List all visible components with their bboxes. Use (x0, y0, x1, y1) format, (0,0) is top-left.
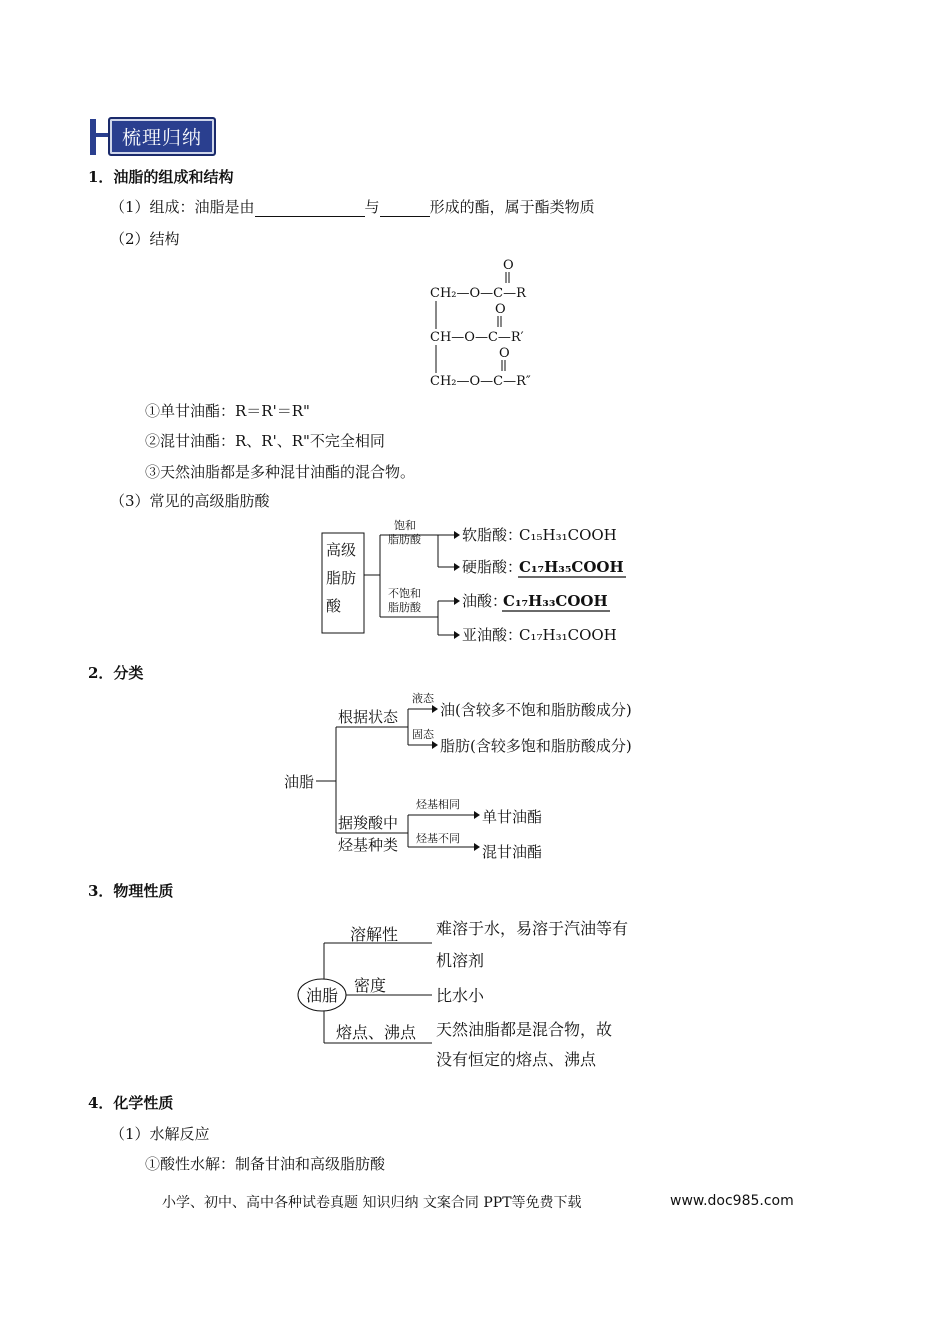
composition-suffix: 形成的酯，属于酯类物质 (429, 198, 595, 216)
mixed-glyceride-result: 混甘油酯 (482, 843, 543, 861)
melting-key: 熔点、沸点 (336, 1023, 417, 1042)
classification-diagram (280, 685, 680, 865)
solubility-key: 溶解性 (350, 925, 399, 944)
stearic-formula: C₁₇H₃₅COOH (519, 558, 624, 576)
liquid-label: 液态 (412, 692, 434, 705)
solubility-value-2: 机溶剂 (436, 951, 485, 970)
stearic-name: 硬脂酸： (462, 558, 523, 576)
section-4-heading: 4．化学性质 (88, 1094, 174, 1112)
section-1-heading: 1．油脂的组成和结构 (88, 168, 234, 186)
banner-title: 梳理归纳 (108, 117, 216, 156)
density-value: 比水小 (436, 986, 485, 1005)
oleic-formula: C₁₇H₃₃COOH (503, 592, 608, 610)
solubility-value-1: 难溶于水，易溶于汽油等有 (436, 919, 629, 938)
unsaturated-label-1: 不饱和 (388, 587, 421, 600)
mixed-glyceride: ②混甘油酯：R、R'、R"不完全相同 (145, 432, 385, 450)
acid-hydrolysis: ①酸性水解：制备甘油和高级脂肪酸 (145, 1155, 386, 1173)
hydrolysis-label: （1）水解反应 (110, 1125, 210, 1143)
by-acid-label-2: 烃基种类 (338, 836, 399, 854)
natural-oil-note: ③天然油脂都是多种混甘油酯的混合物。 (145, 463, 416, 481)
composition-line (110, 196, 595, 217)
density-key: 密度 (354, 976, 387, 995)
oil-result: 油(含较多不饱和脂肪酸成分) (440, 701, 632, 719)
linoleic-name: 亚油酸： (462, 626, 523, 644)
footer-text: 小学、初中、高中各种试卷真题 知识归纳 文案合同 PPT等免费下载 (162, 1195, 582, 1211)
physical-properties-diagram (296, 910, 666, 1075)
fat-result: 脂肪(含较多饱和脂肪酸成分) (440, 737, 632, 755)
solid-label: 固态 (412, 728, 434, 741)
formula-row-1: CH₂—O—C—R (430, 286, 526, 301)
composition-prefix: （1）组成：油脂是由 (110, 198, 255, 216)
unsaturated-label-2: 脂肪酸 (388, 601, 421, 614)
formula-row-3: CH₂—O—C—R″ (430, 374, 531, 389)
section-banner (88, 113, 238, 159)
linoleic-formula: C₁₇H₃₁COOH (519, 626, 617, 644)
composition-mid: 与 (364, 198, 380, 216)
simple-glyceride-result: 单甘油酯 (482, 808, 543, 826)
palmitic-formula: C₁₅H₃₁COOH (519, 526, 617, 544)
footer-link[interactable]: www.doc985.com (670, 1193, 794, 1209)
structure-label: （2）结构 (110, 230, 180, 248)
formula-row-2: CH—O—C—R′ (430, 330, 524, 345)
answer-blank-2[interactable] (380, 199, 430, 217)
oleic-name: 油酸： (462, 592, 508, 610)
carbonyl-o-3: O (499, 346, 510, 361)
physical-root: 油脂 (306, 986, 339, 1005)
different-group-label: 烃基不同 (416, 832, 460, 845)
triglyceride-structure (420, 255, 560, 390)
fatty-acid-diagram (318, 515, 638, 650)
carbonyl-o-1: O (503, 258, 514, 273)
by-acid-label-1: 据羧酸中 (338, 814, 399, 832)
carbonyl-o-2: O (495, 302, 506, 317)
palmitic-name: 软脂酸： (462, 526, 523, 544)
saturated-label-1: 饱和 (394, 519, 416, 532)
melting-value-2: 没有恒定的熔点、沸点 (436, 1050, 597, 1069)
box-line-3: 酸 (326, 597, 342, 615)
answer-blank-1[interactable] (255, 199, 365, 217)
simple-glyceride: ①单甘油酯：R＝R'＝R" (145, 402, 310, 420)
saturated-label-2: 脂肪酸 (388, 533, 421, 546)
melting-value-1: 天然油脂都是混合物，故 (436, 1020, 613, 1039)
box-line-2: 脂肪 (326, 569, 357, 587)
same-group-label: 烃基相同 (416, 798, 460, 811)
classification-root: 油脂 (284, 773, 315, 791)
by-state-label: 根据状态 (338, 708, 399, 726)
section-3-heading: 3．物理性质 (88, 882, 174, 900)
box-line-1: 高级 (326, 541, 357, 559)
fatty-acid-label: （3）常见的高级脂肪酸 (110, 492, 270, 510)
section-2-heading: 2．分类 (88, 664, 144, 682)
